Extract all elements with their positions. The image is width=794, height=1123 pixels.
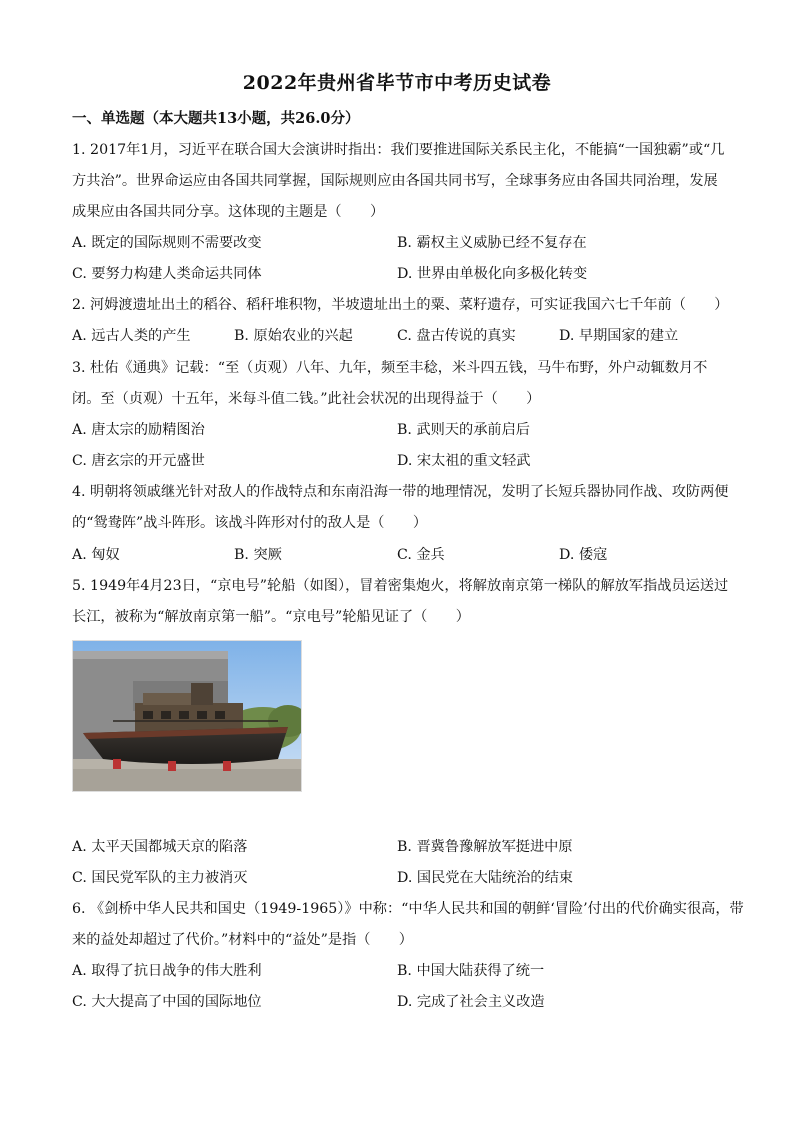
question-1-option-a[interactable]: A. 既定的国际规则不需要改变 xyxy=(72,235,262,251)
question-3-option-a[interactable]: A. 唐太宗的励精图治 xyxy=(72,422,205,438)
jingdian-ship-photo xyxy=(72,640,302,792)
question-6-option-c[interactable]: C. 大大提高了中国的国际地位 xyxy=(72,994,262,1010)
question-4-line-1: 4. 明朝将领戚继光针对敌人的作战特点和东南沿海一带的地理情况，发明了长短兵器协同作战、攻防两便 xyxy=(72,484,729,500)
question-6-line-1: 6. 《剑桥中华人民共和国史（1949-1965）》中称：“中华人民共和国的朝鲜‘冒险’付出的代价确实很高，带 xyxy=(72,901,744,917)
question-3-option-d[interactable]: D. 宋太祖的重文轻武 xyxy=(397,453,531,469)
question-5-line-2: 长江，被称为“解放南京第一船”。“京电号”轮船见证了（ ） xyxy=(72,609,470,625)
question-1-option-c[interactable]: C. 要努力构建人类命运共同体 xyxy=(72,266,262,282)
question-5-option-a[interactable]: A. 太平天国都城天京的陷落 xyxy=(72,839,248,855)
question-1-line-3: 成果应由各国共同分享。这体现的主题是（ ） xyxy=(72,204,385,220)
question-3-line-1: 3. 杜佑《通典》记载：“至（贞观）八年、九年，频至丰稔，米斗四五钱，马牛布野，外户动辄数月不 xyxy=(72,360,708,376)
question-1-option-b[interactable]: B. 霸权主义威胁已经不复存在 xyxy=(397,235,587,251)
question-4-option-b[interactable]: B. 突厥 xyxy=(234,547,282,563)
question-3-option-b[interactable]: B. 武则天的承前启后 xyxy=(397,422,530,438)
question-6-option-d[interactable]: D. 完成了社会主义改造 xyxy=(397,994,545,1010)
question-5-option-c[interactable]: C. 国民党军队的主力被消灭 xyxy=(72,870,248,886)
question-6-option-a[interactable]: A. 取得了抗日战争的伟大胜利 xyxy=(72,963,262,979)
question-2-option-a[interactable]: A. 远古人类的产生 xyxy=(72,328,191,344)
question-2-line-1: 2. 河姆渡遗址出土的稻谷、稻秆堆积物，半坡遗址出土的粟、菜籽遗存，可实证我国六七千年前（ ） xyxy=(72,297,729,313)
question-4-option-d[interactable]: D. 倭寇 xyxy=(559,547,608,563)
question-3-option-c[interactable]: C. 唐玄宗的开元盛世 xyxy=(72,453,205,469)
question-2-option-c[interactable]: C. 盘古传说的真实 xyxy=(397,328,516,344)
question-1-line-2: 方共治”。世界命运应由各国共同掌握，国际规则应由各国共同书写，全球事务应由各国共同治理，发展 xyxy=(72,173,718,189)
question-5-line-1: 5. 1949年4月23日，“京电号”轮船（如图），冒着密集炮火，将解放南京第一梯队的解放军指战员运送过 xyxy=(72,578,729,594)
ship-illustration xyxy=(73,641,301,791)
question-4-option-c[interactable]: C. 金兵 xyxy=(397,547,445,563)
question-3-line-2: 闭。至（贞观）十五年，米每斗值二钱。”此社会状况的出现得益于（ ） xyxy=(72,391,541,407)
question-5-option-d[interactable]: D. 国民党在大陆统治的结束 xyxy=(397,870,573,886)
question-1-option-d[interactable]: D. 世界由单极化向多极化转变 xyxy=(397,266,588,282)
page-title: 2022年贵州省毕节市中考历史试卷 xyxy=(242,72,552,94)
section-heading: 一、单选题（本大题共13小题，共26.0分） xyxy=(72,110,360,127)
question-4-line-2: 的“鸳鸯阵”战斗阵形。该战斗阵形对付的敌人是（ ） xyxy=(72,515,428,531)
question-6-line-2: 来的益处却超过了代价。”材料中的“益处”是指（ ） xyxy=(72,932,413,948)
question-2-option-d[interactable]: D. 早期国家的建立 xyxy=(559,328,679,344)
question-4-option-a[interactable]: A. 匈奴 xyxy=(72,547,120,563)
question-2-option-b[interactable]: B. 原始农业的兴起 xyxy=(234,328,353,344)
question-1-line-1: 1. 2017年1月，习近平在联合国大会演讲时指出：我们要推进国际关系民主化，不能搞“一国独霸”或“几 xyxy=(72,142,725,158)
question-6-option-b[interactable]: B. 中国大陆获得了统一 xyxy=(397,963,545,979)
question-5-option-b[interactable]: B. 晋冀鲁豫解放军挺进中原 xyxy=(397,839,573,855)
